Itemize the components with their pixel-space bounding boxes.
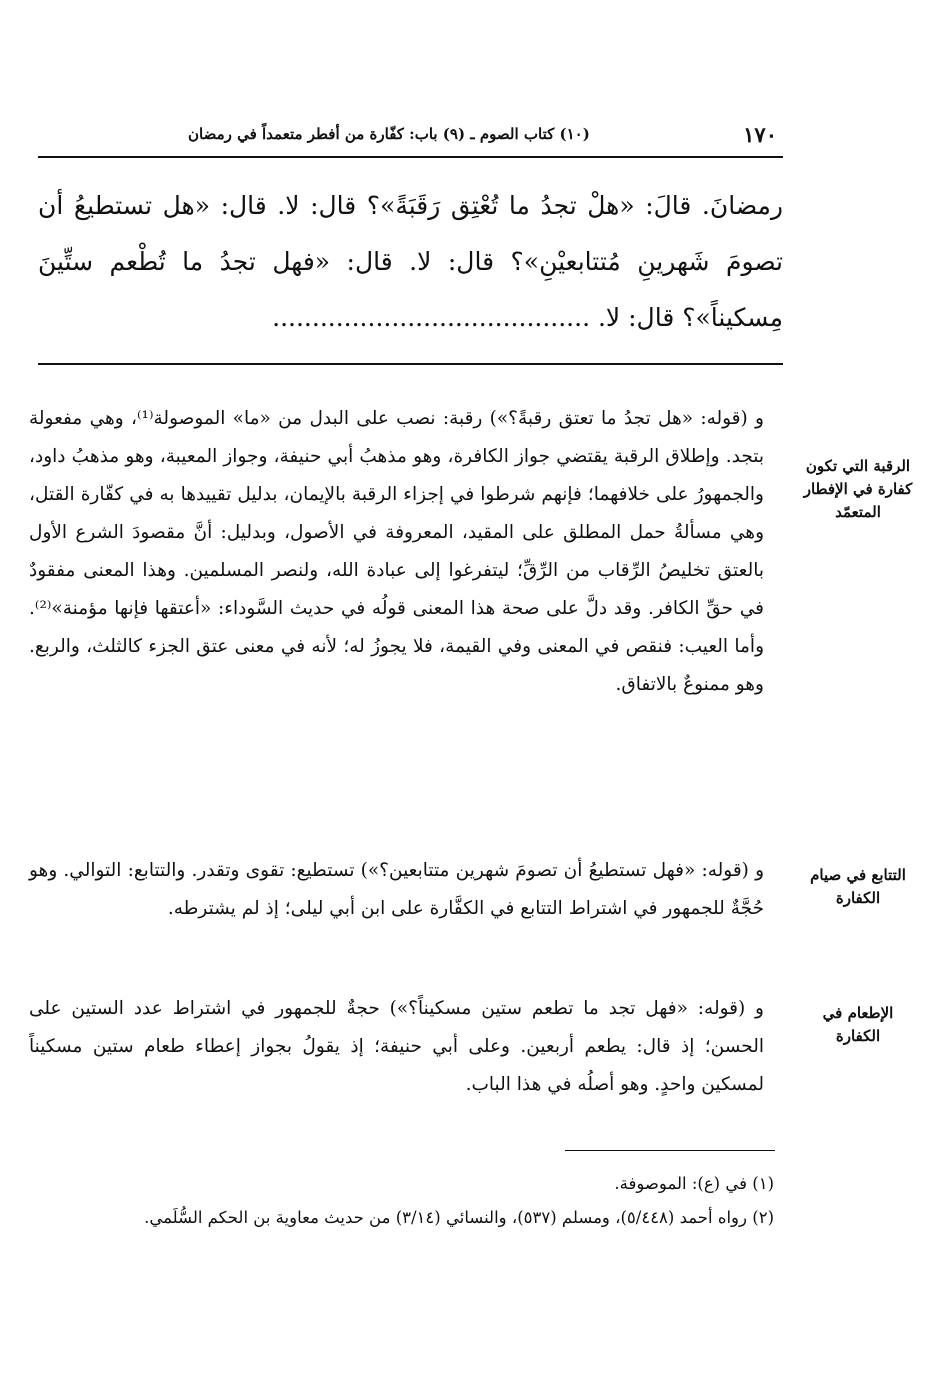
- margin-note: الرقبة التي تكون كفارة في الإفطار المتعمّد: [803, 457, 913, 521]
- margin-note: التتابع في صيام الكفارة: [810, 866, 906, 907]
- commentary-paragraph: و (قوله: «هل تجدُ ما تعتق رقبةً؟») رقبة: نصب على البدل من «ما» الموصولة⁽¹⁾، وهي مفعولة بتجد. وإطلاق الرقبة يقتضي جواز الكافرة، وهو مذهبُ أبي حنيفة، وجواز المعيبة، وهو مذهبُ داود، والجمهورُ على خلافهما؛ فإنهم شرطوا في إجزاء الرقبة بالإيمان، بدليل تقييدها به في كفّارة القتل، وهي مسألةُ حمل المطلق على المقيد، المعروفة في الأصول، وبدليل: أنَّ مقصودَ الشرع الأول بالعتق تخليصُ الرِّقاب من الرِّقِّ؛ ليتفرغوا إلى عبادة الله، ولنصر المسلمين. وهذا المعنى مفقودٌ في حقِّ الكافر. وقد دلَّ على صحة هذا المعنى قولُه في حديث السَّوداء: «أعتقها فإنها مؤمنة»⁽²⁾. وأما العيب: فنقص في المعنى وفي القيمة، فلا يجوزُ له؛ لأنه في معنى عتق الجزء كالثلث، والربع. وهو ممنوعٌ بالاتفاق.: [29, 408, 764, 695]
- margin-note: الإطعام في الكفارة: [822, 1004, 894, 1045]
- footnote: (٢) رواه أحمد (٥/٤٤٨)، ومسلم (٥٣٧)، والنسائي (٣/١٤) من حديث معاوية بن الحكم السُّلَمي.: [144, 1208, 774, 1227]
- main-separator: [38, 363, 783, 365]
- footnote-separator: [565, 1150, 775, 1151]
- footnotes: [34, 1167, 774, 1235]
- commentary-paragraph: و (قوله: «فهل تستطيعُ أن تصومَ شهرين متتابعين؟») تستطيع: تقوى وتقدر. والتتابع: التوالي. وهو حُجَّةٌ للجمهور في اشتراط التتابع في الكفَّارة على ابن أبي ليلى؛ إذ لم يشترطه.: [29, 860, 764, 919]
- trailing-dots: ........................................: [272, 303, 591, 332]
- hadith-line: [38, 290, 783, 346]
- commentary-section: [29, 852, 914, 928]
- hadith-line: تصومَ شَهرينِ مُتتابعيْنِ»؟ قال: لا. قال: «فهل تجدُ ما تُطْعم ستِّينَ: [38, 247, 783, 276]
- page-number: ١٧٠: [743, 122, 777, 147]
- commentary-section: [29, 990, 914, 1104]
- running-title: (١٠) كتاب الصوم ـ (٩) باب: كفّارة من أفطر متعمداً في رمضان: [188, 125, 590, 143]
- commentary-paragraph: و (قوله: «فهل تجد ما تطعم ستين مسكيناً؟») حجةٌ للجمهور في اشتراط عدد الستين على الحسن؛ إذ قال: يطعم أربعين. وعلى أبي حنيفة؛ إذ يقولُ بجواز إعطاء طعام ستين مسكيناً لمسكين واحدٍ. وهو أصلُه في هذا الباب.: [29, 998, 764, 1095]
- hadith-line: رمضانَ. قالَ: «هلْ تجدُ ما تُعْتِق رَقَبَةً»؟ قال: لا. قال: «هل تستطيعُ أن: [38, 191, 783, 220]
- hadith-text: [38, 178, 783, 346]
- page-header: [38, 118, 783, 158]
- hadith-line-text: مِسكيناً»؟ قال: لا.: [597, 303, 783, 332]
- footnote: (١) في (ع): الموصوفة.: [614, 1174, 774, 1193]
- commentary-section: [29, 400, 914, 704]
